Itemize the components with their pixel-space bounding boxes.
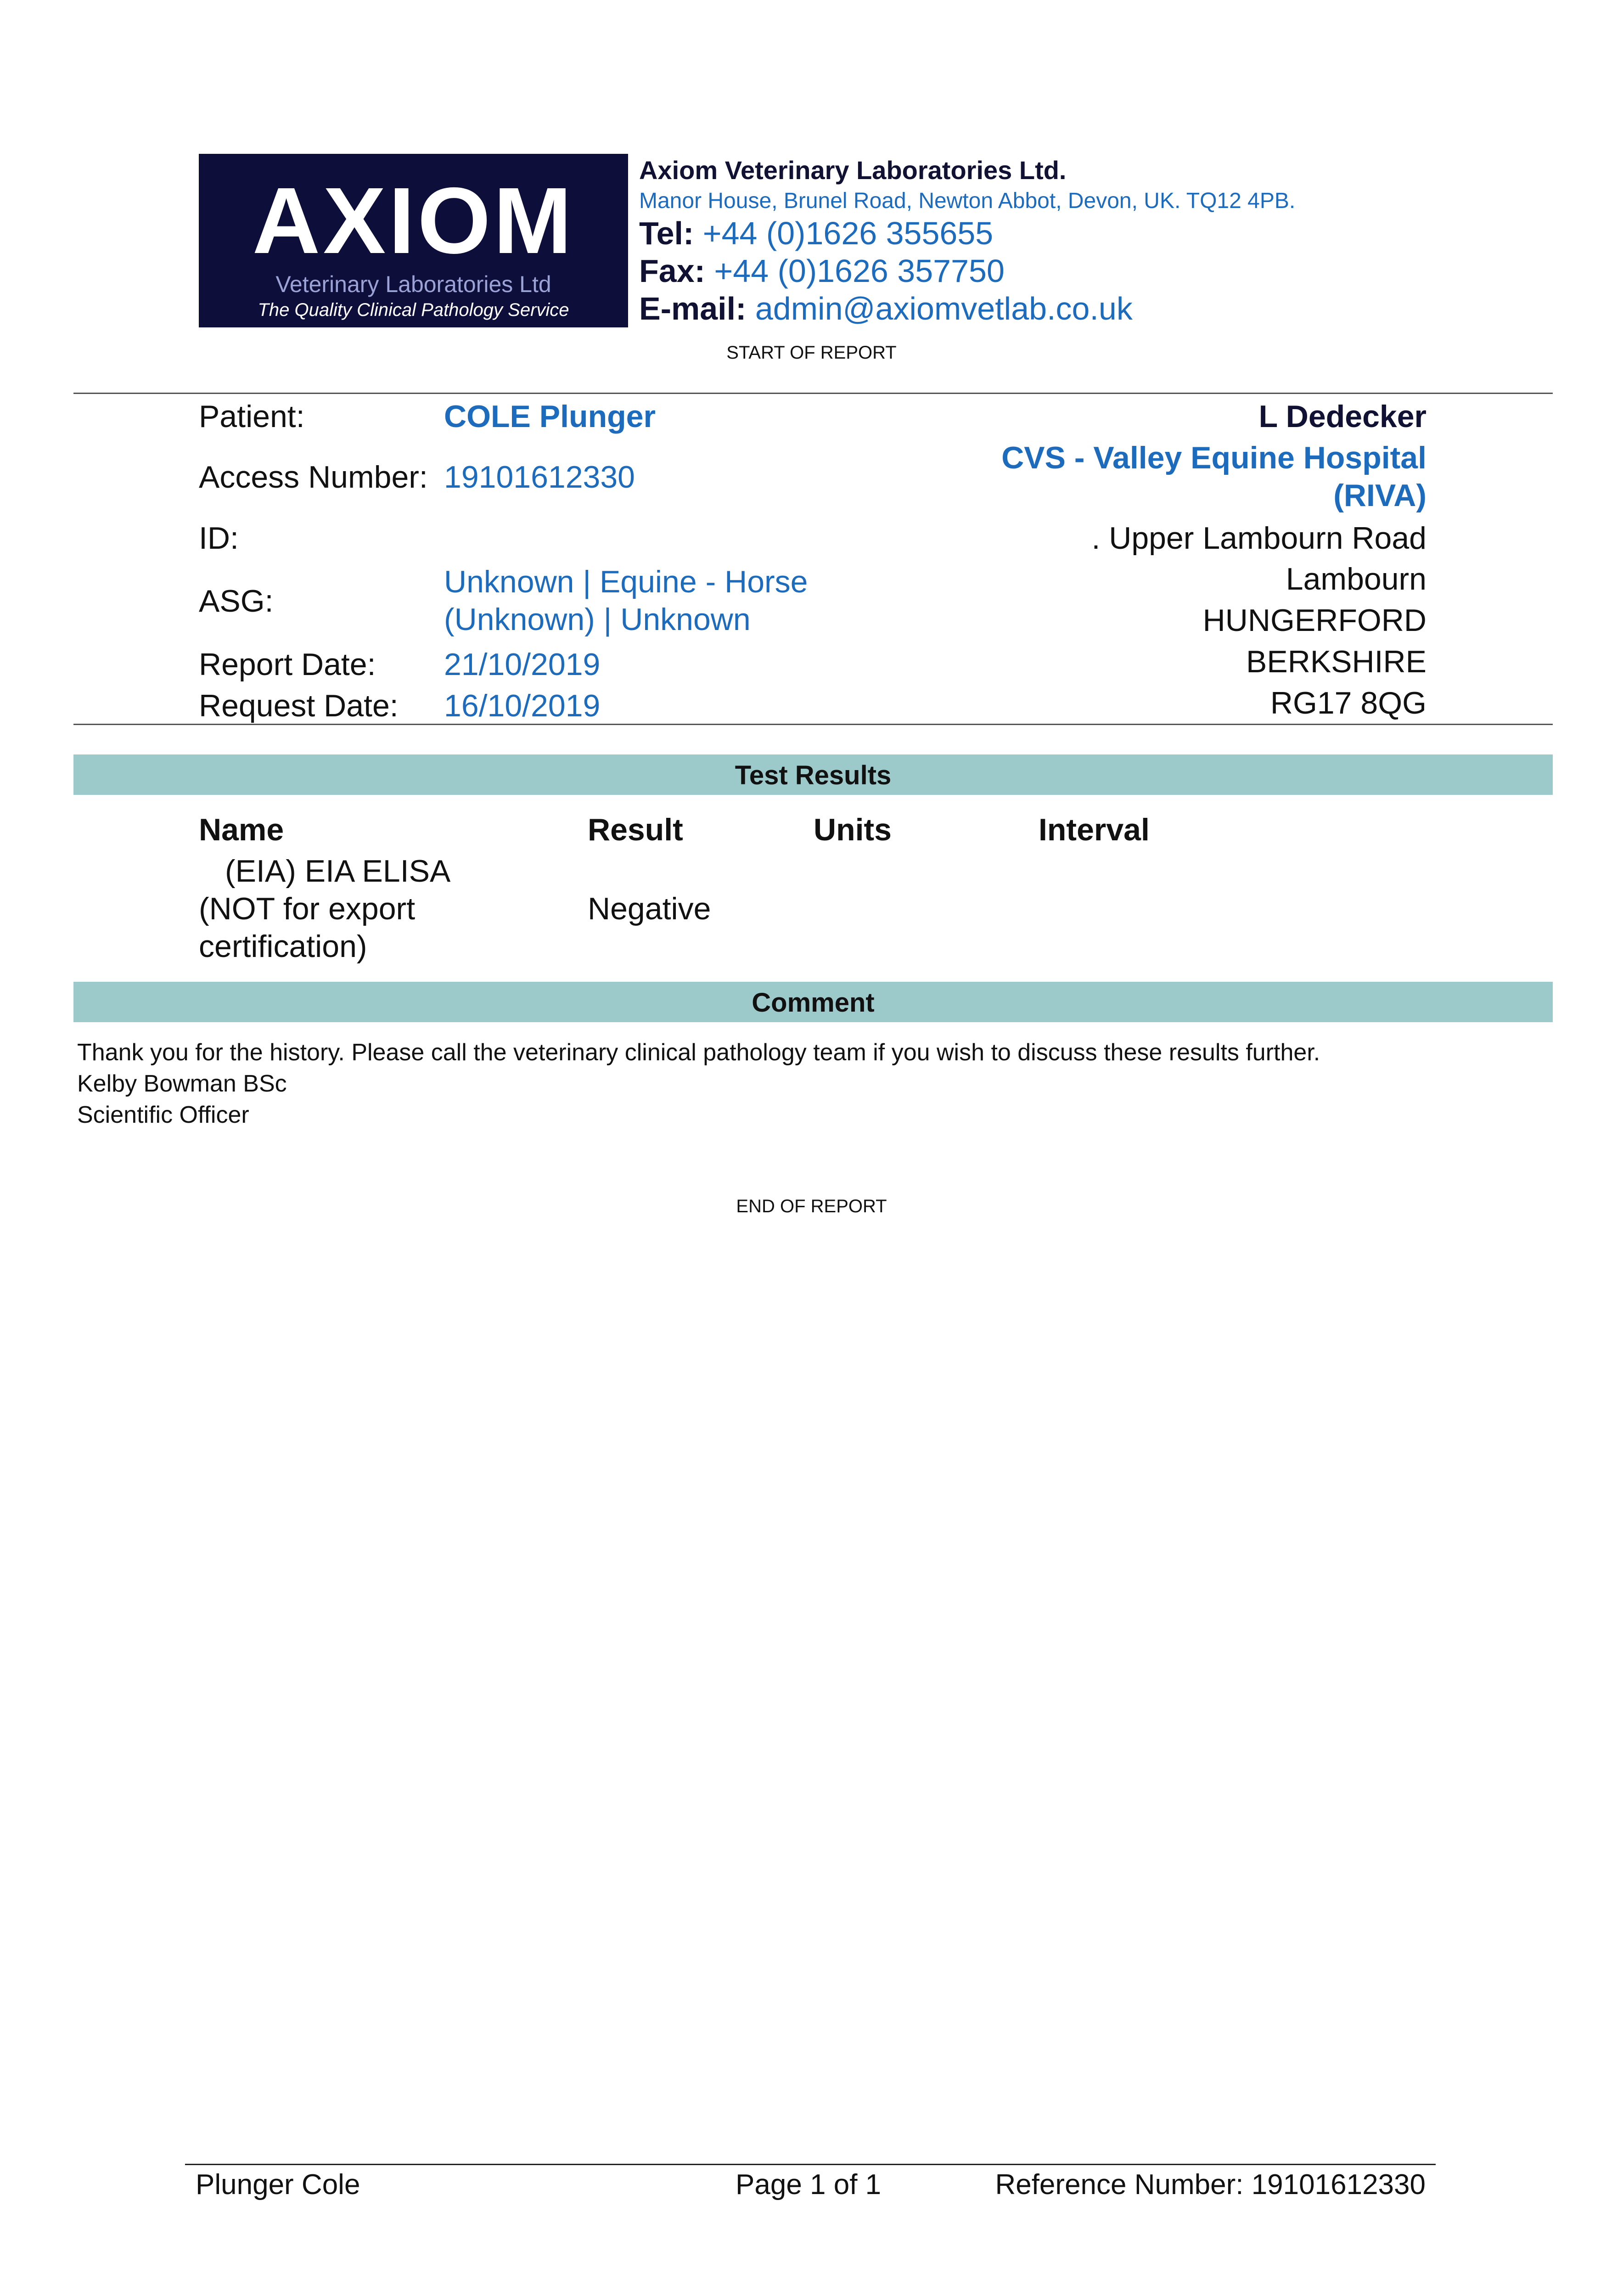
lab-tel (639, 215, 993, 252)
vet-county: BERKSHIRE (1246, 644, 1426, 679)
vet-town: HUNGERFORD (1202, 603, 1426, 638)
asg-label: ASG: (199, 584, 274, 619)
vet-postcode: RG17 8QG (1270, 686, 1426, 720)
tel-value: +44 (0)1626 355655 (702, 215, 994, 251)
signatory-role: Scientific Officer (77, 1102, 249, 1128)
logo-subtitle: Veterinary Laboratories Ltd (275, 271, 551, 297)
practice-name-line2: (RIVA) (1333, 478, 1426, 513)
lab-address: Manor House, Brunel Road, Newton Abbot, Devon, UK. TQ12 4PB. (639, 189, 1296, 213)
asg-value-line1: Unknown | Equine - Horse (444, 564, 808, 599)
divider-top (73, 393, 1553, 394)
request-date-value: 16/10/2019 (444, 688, 601, 723)
comment-band: Comment (73, 982, 1553, 1022)
divider-patient (73, 724, 1553, 725)
tel-label: Tel: (639, 215, 694, 251)
logo-tagline: The Quality Clinical Pathology Service (258, 300, 569, 320)
vet-address2: Lambourn (1286, 562, 1426, 597)
test-results-band: Test Results (73, 754, 1553, 795)
vet-address1: . Upper Lambourn Road (1091, 521, 1426, 556)
test-name-line3: certification) (199, 929, 367, 964)
lab-fax (639, 253, 1005, 289)
end-of-report: END OF REPORT (736, 1196, 887, 1216)
email-value: admin@axiomvetlab.co.uk (755, 291, 1133, 326)
col-header-result: Result (588, 812, 683, 847)
practice-name-line1: CVS - Valley Equine Hospital (1001, 440, 1426, 475)
fax-label: Fax: (639, 253, 705, 289)
vet-name: L Dedecker (1258, 399, 1426, 434)
footer-page-number: Page 1 of 1 (736, 2169, 882, 2200)
test-name-line2: (NOT for export (199, 891, 416, 926)
test-result: Negative (588, 891, 711, 926)
start-of-report: START OF REPORT (726, 343, 897, 363)
lab-logo (199, 154, 628, 327)
logo-wordmark: AXIOM (252, 168, 575, 273)
test-name-line1: (EIA) EIA ELISA (225, 854, 451, 889)
footer-patient: Plunger Cole (196, 2169, 360, 2200)
id-label: ID: (199, 521, 239, 556)
lab-name: Axiom Veterinary Laboratories Ltd. (639, 156, 1067, 185)
footer-rule (185, 2164, 1436, 2165)
footer-reference-number: Reference Number: 19101612330 (995, 2169, 1426, 2200)
fax-value: +44 (0)1626 357750 (714, 253, 1005, 289)
request-date-label: Request Date: (199, 688, 399, 723)
col-header-name: Name (199, 812, 284, 847)
comment-text: Thank you for the history. Please call the veterinary clinical pathology team if you wish to discuss these results further. (77, 1039, 1320, 1066)
signatory-name: Kelby Bowman BSc (77, 1070, 287, 1097)
access-number-value: 19101612330 (444, 460, 635, 495)
access-number-label: Access Number: (199, 460, 428, 495)
patient-label: Patient: (199, 399, 305, 434)
email-label: E-mail: (639, 291, 747, 326)
report-date-label: Report Date: (199, 647, 376, 682)
patient-value: COLE Plunger (444, 399, 656, 434)
report-date-value: 21/10/2019 (444, 647, 601, 682)
asg-value-line2: (Unknown) | Unknown (444, 602, 751, 637)
lab-email (639, 290, 1133, 327)
col-header-interval: Interval (1039, 812, 1150, 847)
col-header-units: Units (814, 812, 892, 847)
